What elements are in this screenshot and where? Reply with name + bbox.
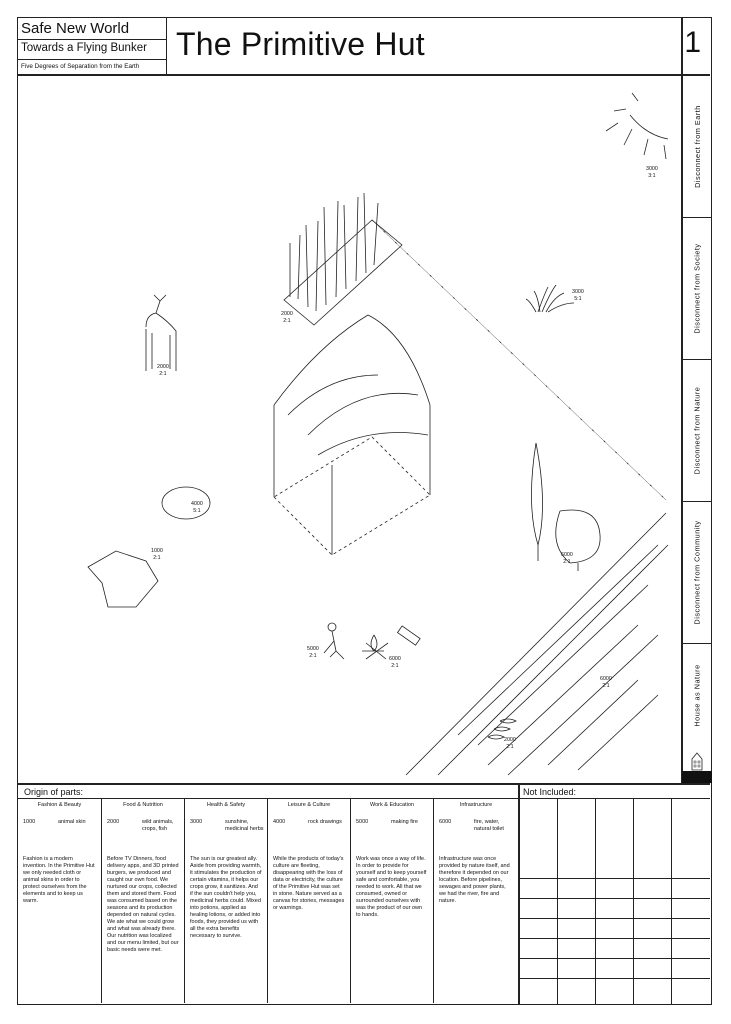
side-tabs xyxy=(682,75,712,783)
label-fish: 2000 2:1 xyxy=(504,737,516,750)
sheet-number: 1 xyxy=(684,26,701,59)
label-river: 6000 2:1 xyxy=(600,676,612,689)
label-trees: 6000 2:1 xyxy=(561,552,573,565)
sun-icon xyxy=(606,93,668,159)
label-hide: 1000 2:1 xyxy=(151,548,163,561)
title-block xyxy=(18,18,167,74)
river-icon xyxy=(406,513,668,775)
isometric-drawing xyxy=(18,75,681,783)
not-included-title: Not Included: xyxy=(523,787,577,797)
page-title: The Primitive Hut xyxy=(176,26,425,62)
label-deer: 2000 2:1 xyxy=(157,364,169,377)
label-wheat: 2000 2:1 xyxy=(281,311,293,324)
grass-icon xyxy=(526,285,574,312)
label-person: 5000 2:1 xyxy=(307,646,319,659)
origin-column-food: Food & Nutrition 2000 wild animals, crops, fish Before TV Dinners, food delivery apps, and 3D printed burgers, we produced and caught our own food. We nurtured our crops, collected them and stored them. Food was consumed based on the seasons and its production depended on natural cycles. We ate what we could grow and what was already there. Our nutrition was localized and our menu limited, but our basic needs were met. xyxy=(102,798,185,1003)
tab-disconnect-society: Disconnect from Society xyxy=(692,242,702,334)
origin-column-health: Health & Safety 3000 sunshine, medicinal herbs The sun is our greatest ally. Aside from providing warmth, it stimulates the production of certain vitamins, it helps our crops grow, it sanitizes. And if the sun couldn't help you, medicinal herbs could. Mixed into potions, applied as healing lotions, or added into foods, they provided us with all the extra benefits necessary to survive. xyxy=(185,798,268,1003)
series-name: Safe New World xyxy=(21,20,130,37)
subtitle: Towards a Flying Bunker xyxy=(21,42,147,54)
active-tab-marker xyxy=(682,771,712,783)
fire-icon xyxy=(362,626,420,659)
tab-disconnect-community: Disconnect from Community xyxy=(692,519,702,625)
drawing-sheet xyxy=(17,17,712,1005)
wheat-field-icon xyxy=(284,193,402,325)
origin-column-infrastructure: Infrastructure 6000 fire, water, natural toilet Infrastructure was once provided by nature itself, and therefore it depended on our location. Before pipelines, sewages and power plants, we had the river, fire and nature. xyxy=(439,802,510,904)
house-icon xyxy=(690,751,704,771)
label-grass: 3000 5:1 xyxy=(572,289,584,302)
label-stone: 4000 5:1 xyxy=(191,501,203,514)
fish-icon xyxy=(488,719,516,739)
deer-icon xyxy=(146,295,176,371)
not-included-grid xyxy=(519,799,710,1004)
origin-column-fashion: Fashion & Beauty 1000 animal skin Fashion is a modern invention. In the Primitive Hut we only needed cloth or animal skins in order to protect ourselves from the elements and to keep us warm. xyxy=(18,798,102,1003)
label-sun: 3000 3:1 xyxy=(646,166,658,179)
origin-column-work: Work & Education 5000 making fire Work was once a way of life. In order to provide for yourself and to keep yourself safe and comfortable, you needed to work. All that we consumed, owned or surrounded ourselves with was the product of our own to hands. xyxy=(351,798,434,1003)
hut-icon xyxy=(274,315,430,555)
origin-title: Origin of parts: xyxy=(24,787,84,797)
hide-icon xyxy=(88,551,158,607)
label-fire: 6000 2:1 xyxy=(389,656,401,669)
tab-house-as-nature: House as Nature xyxy=(692,664,702,727)
origin-column-leisure: Leisure & Culture 4000 rock drawings While the products of today's culture are fleeting, disappearing with the loss of data or electricity, the culture of the Primitive Hut was set in stone. Nature served as a canvas for stories, messages or warnings. xyxy=(268,798,351,1003)
tab-disconnect-nature: Disconnect from Nature xyxy=(692,386,702,474)
tagline: Five Degrees of Separation from the Earth xyxy=(21,63,140,70)
person-icon xyxy=(324,623,344,659)
tab-disconnect-earth: Disconnect from Earth xyxy=(692,104,702,188)
